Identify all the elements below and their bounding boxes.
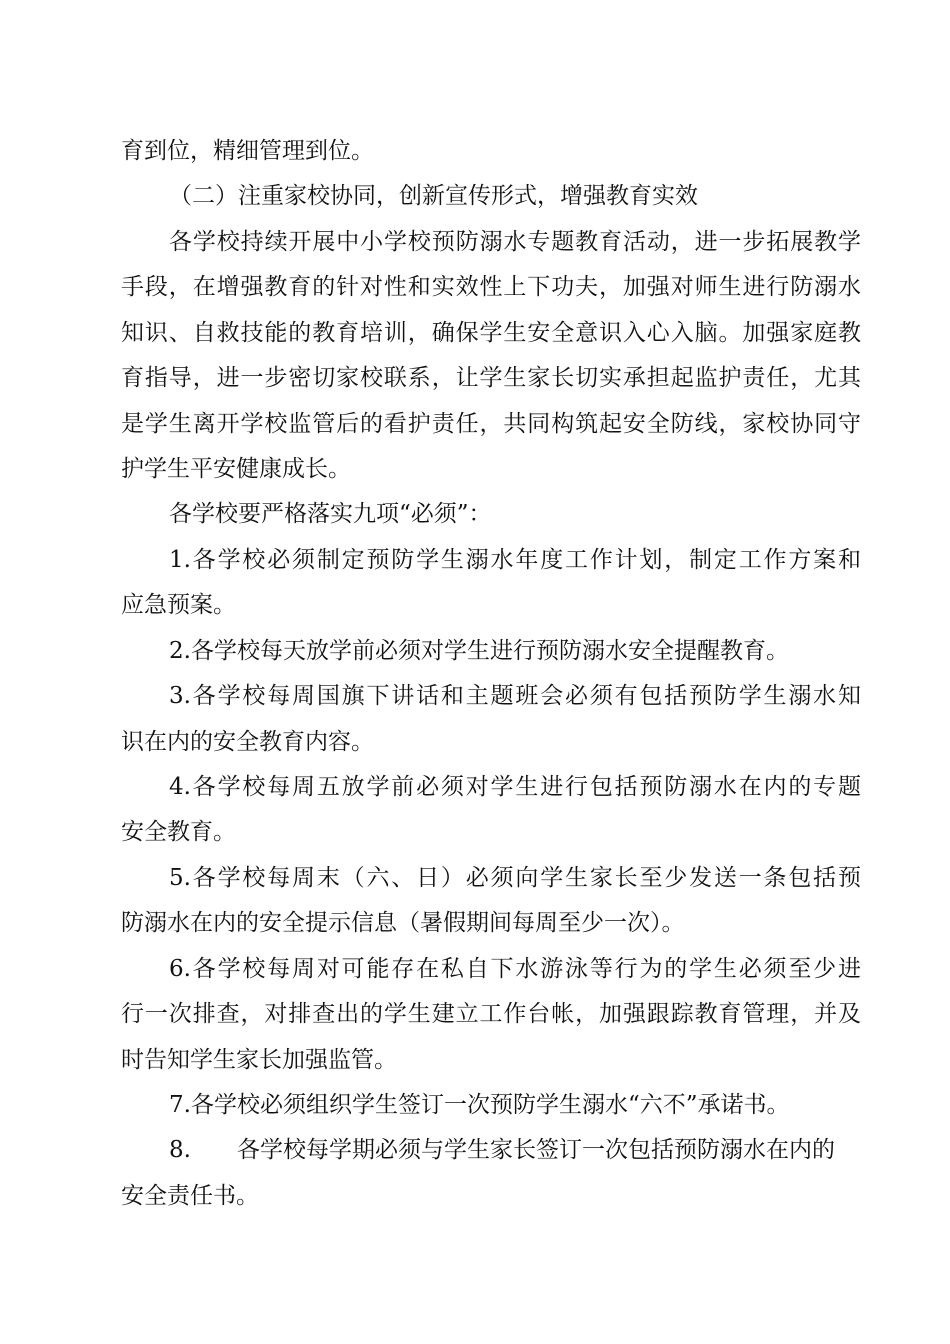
section-heading: （二）注重家校协同，创新宣传形式，增强教育实效 [169,183,698,209]
paragraph-line: 护学生平安健康成长。 [121,456,351,482]
list-item-line: 安全教育。 [121,819,236,845]
paragraph-line: 是学生离开学校监管后的看护责任，共同构筑起安全防线，家校协同守 [121,411,861,437]
list-item-line: 时告知学生家长加强监管。 [121,1047,397,1073]
list-item-line: 1.各学校必须制定预防学生溺水年度工作计划，制定工作方案和 [169,547,861,573]
paragraph-line: 手段，在增强教育的针对性和实效性上下功夫，加强对师生进行防溺水 [121,274,861,300]
list-item-text: 各学校每学期必须与学生家长签订一次包括预防溺水在内的 [236,1137,835,1163]
list-item-line: 行一次排查，对排查出的学生建立工作台帐，加强跟踪教育管理，并及 [121,1001,861,1027]
list-item-line: 4.各学校每周五放学前必须对学生进行包括预防溺水在内的专题 [169,774,861,800]
list-item-line: 识在内的安全教育内容。 [121,729,374,755]
list-item-line: 7.各学校必须组织学生签订一次预防学生溺水“六不”承诺书。 [169,1092,790,1118]
list-item-line: 防溺水在内的安全提示信息（暑假期间每周至少一次）。 [121,910,685,936]
paragraph-line: 育到位，精细管理到位。 [121,138,374,164]
list-item-line: 5.各学校每周末（六、日）必须向学生家长至少发送一条包括预 [169,865,861,891]
list-item-line: 6.各学校每周对可能存在私自下水游泳等行为的学生必须至少进 [169,956,861,982]
list-item-number: 8. [169,1137,191,1163]
list-item-line: 3.各学校每周国旗下讲话和主题班会必须有包括预防学生溺水知 [169,683,861,709]
list-item-line: 应急预案。 [121,592,236,618]
list-item-line: 2.各学校每天放学前必须对学生进行预防溺水安全提醒教育。 [169,638,789,664]
paragraph-line: 育指导，进一步密切家校联系，让学生家长切实承担起监护责任，尤其 [121,365,861,391]
list-item-line: 安全责任书。 [121,1183,259,1209]
list-item-line [169,1135,861,1165]
paragraph-line: 各学校持续开展中小学校预防溺水专题教育活动，进一步拓展教学 [169,229,861,255]
paragraph-line: 知识、自救技能的教育培训，确保学生安全意识入心入脑。加强家庭教 [121,320,861,346]
paragraph-line: 各学校要严格落实九项“必须”： [169,501,492,527]
